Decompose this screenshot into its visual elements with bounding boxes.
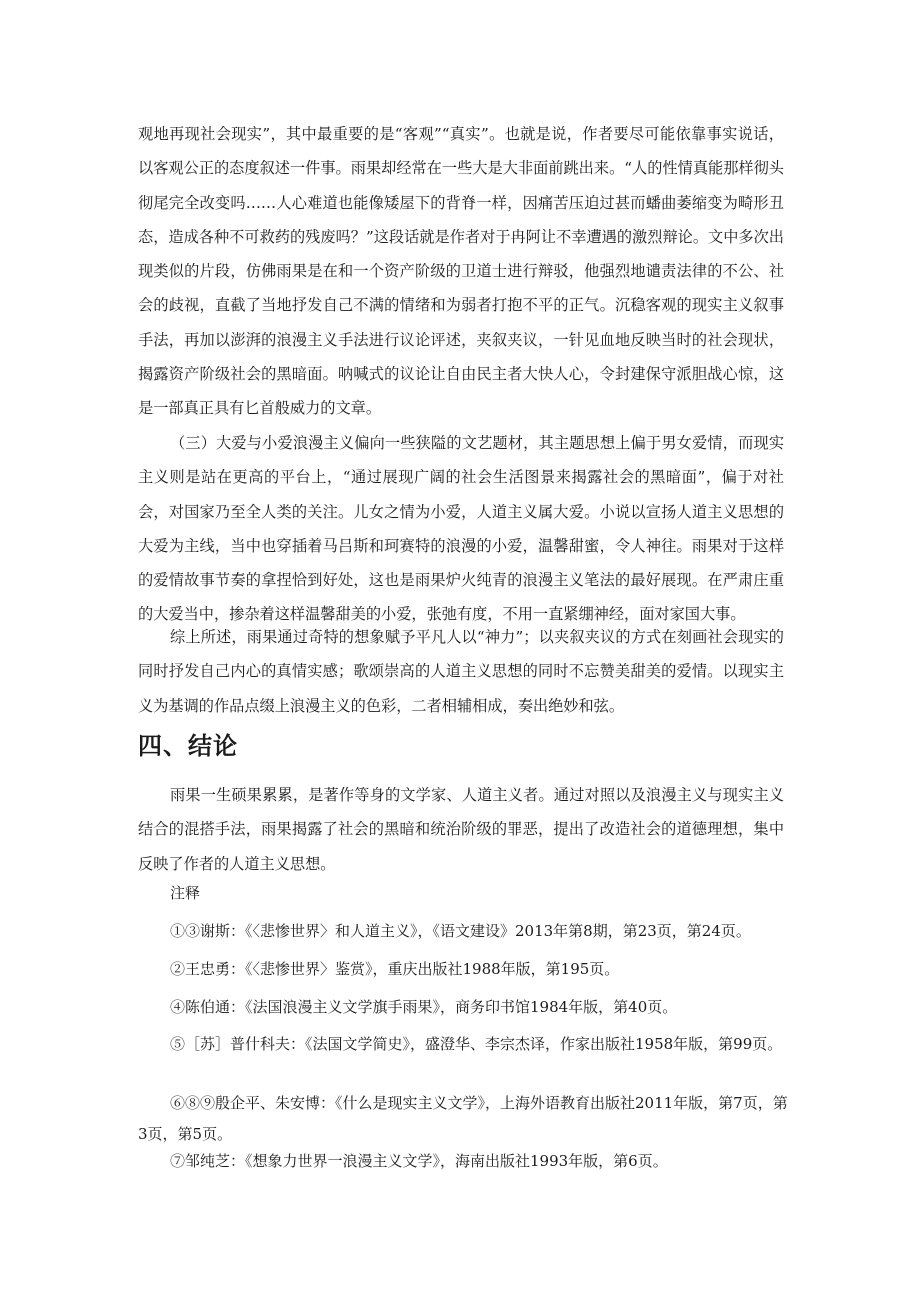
notes-label: 注释 xyxy=(170,884,201,902)
section-heading-conclusion: 四、结论 xyxy=(138,732,238,760)
note-item: ④陈伯通：《法国浪漫主义文学旗手雨果》，商务印书馆1984年版，第40页。 xyxy=(170,998,678,1016)
paragraph-section-three: （三）大爱与小爱浪漫主义偏向一些狭隘的文艺题材，其主题思想上偏于男女爱情，而现实主义则是站在更高的平台上，“通过展现广阔的社会生活图景来揭露社会的黑暗面”，偏于对社会，对国家乃至全人类的关注。儿女之情为小爱，人道主义属大爱。小说以宣扬人道主义思想的大爱为主线，当中也穿插着马吕斯和珂赛特的浪漫的小爱，温馨甜蜜，令人神往。雨果对于这样的爱情故事节奏的拿捏恰到好处，这也是雨果炉火纯青的浪漫主义笔法的最好展现。在严肃庄重的大爱当中，掺杂着这样温馨甜美的小爱，张弛有度，不用一直紧绷神经，面对家国大事。 xyxy=(138,434,784,624)
note-item: ⑤［苏］普什科夫：《法国文学简史》，盛澄华、李宗杰译，作家出版社1958年版，第99页。 xyxy=(170,1035,783,1053)
note-item: ②王忠勇：《〈悲惨世界〉鉴赏》，重庆出版社1988年版，第195页。 xyxy=(170,960,620,978)
paragraph-continuation: 观地再现社会现实”，其中最重要的是“客观”“真实”。也就是说，作者要尽可能依靠事实说话，以客观公正的态度叙述一件事。雨果却经常在一些大是大非面前跳出来。“人的性情真能那样彻头彻尾完全改变吗……人心难道也能像矮屋下的背脊一样，因痛苦压迫过甚而蟠曲萎缩变为畸形丑态，造成各种不可救药的残废吗？”这段话就是作者对于冉阿让不幸遭遇的激烈辩论。文中多次出现类似的片段，仿佛雨果是在和一个资产阶级的卫道士进行辩驳，他强烈地谴责法律的不公、社会的歧视，直截了当地抒发自己不满的情绪和为弱者打抱不平的正气。沉稳客观的现实主义叙事手法，再加以澎湃的浪漫主义手法进行议论评述，夹叙夹议，一针见血地反映当时的社会现状，揭露资产阶级社会的黑暗面。呐喊式的议论让自由民主者大快人心，令封建保守派胆战心惊，这是一部真正具有匕首般威力的文章。 xyxy=(138,125,784,418)
note-item: ①③谢斯：《〈悲惨世界〉和人道主义》，《语文建设》2013年第8期，第23页，第24页。 xyxy=(170,922,751,940)
paragraph-summary: 综上所述，雨果通过奇特的想象赋予平凡人以“神力”；以夹叙夹议的方式在刻画社会现实的同时抒发自己内心的真情实感；歌颂崇高的人道主义思想的同时不忘赞美甜美的爱情。以现实主义为基调的作品点缀上浪漫主义的色彩，二者相辅相成，奏出绝妙和弦。 xyxy=(138,628,784,715)
paragraph-conclusion: 雨果一生硕果累累，是著作等身的文学家、人道主义者。通过对照以及浪漫主义与现实主义结合的混搭手法，雨果揭露了社会的黑暗和统治阶级的罪恶，提出了改造社会的道德理想，集中反映了作者的人道主义思想。 xyxy=(138,786,784,873)
note-item: ⑥⑧⑨殷企平、朱安博：《什么是现实主义文学》，上海外语教育出版社2011年版，第7页，第3页，第5页。 xyxy=(138,1094,788,1143)
note-item: ⑦邹纯芝：《想象力世界一浪漫主义文学》，海南出版社1993年版，第6页。 xyxy=(170,1152,668,1170)
